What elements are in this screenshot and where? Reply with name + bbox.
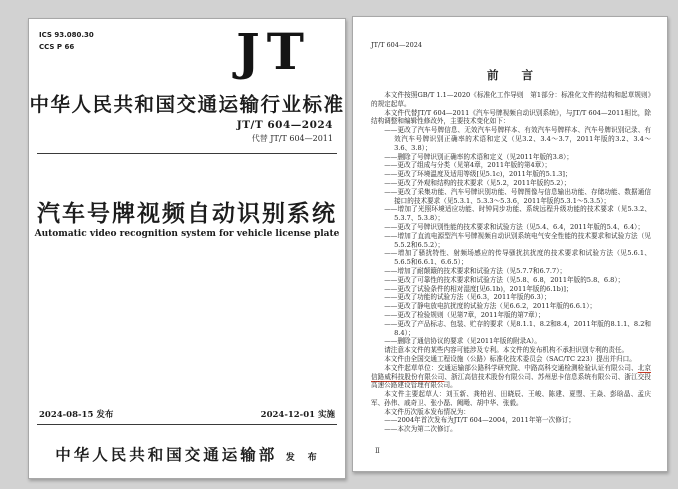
ics-number: ICS 93.080.30 [39,31,94,39]
implementation-date: 2024-12-01 实施 [260,410,335,420]
cover-bottom-rule [37,424,337,425]
change-item: ——更改了静电放电抗扰度的试验方法（见6.6.2，2011年版的6.6.1）； [384,302,597,311]
document-title-zh: 汽车号牌视频自动识别系统 [37,200,337,227]
history-item: ——2004年首次发布为JT/T 604—2004，2011年第一次修订； [384,416,575,425]
cover-page [28,18,346,479]
change-item: ——增加了直流电源型汽车号牌视频自动识别系统电气安全性能的技术要求和试验方法（见5.5.2和6.5.2）； [384,231,651,249]
change-item: ——更改了功能的试验方法（见6.3，2011年版的6.3）； [384,293,551,302]
change-item: ——更改了号牌识别性能的技术要求和试验方法（见5.4、6.4，2011年版的5.4、6.4）； [384,222,645,231]
change-item: ——增加了耐颠簸的技术要求和试验方法（见5.7.7和6.7.7）； [384,266,567,275]
document-title-en: Automatic video recognition system for vehicle license plate [34,229,340,239]
paragraph-replacement: 本文件代替JT/T 604—2011《汽车号牌视频自动识别系统》，与JT/T 604—2011相比，除结构调整和编辑性修改外，主要技术变化如下： [371,108,651,126]
change-item: ——增加了骚扰特性、射频场感应的传导骚扰抗扰度的技术要求和试验方法（见5.6.1、5.6.5和6.6.1、6.6.5）； [384,249,651,267]
cover-top-rule [37,153,337,154]
change-item: ——更改了可靠性的技术要求和试验方法（见5.8、6.8，2011年版的5.8、6.8）； [384,275,625,284]
change-item: ——更改了采集功能、汽车号牌识别功能、号牌图像与信息输出功能、存储功能、数据通信接口的技术要求（见5.3.1、5.3.3～5.3.6，2011年版的5.3.1～5.3.5）； [384,187,651,205]
change-item: ——更改了环境温度及适用等级[见5.1c)，2011年版的5.1.3]； [384,170,572,179]
drafting-unit-highlighted: 北京信路威科技股份有限公司 [371,363,652,381]
history-item: ——本次为第二次修订。 [384,425,457,434]
change-item: ——更改了外观和结构的技术要求（见5.2，2011年版的5.2）； [384,178,571,187]
issuer-suffix: 发 布 [285,453,319,463]
drafting-units-suffix: 、浙江高信技术股份有限公司、苏州思卡信息系统有限公司、浙江交投高速公路建设管理有限公司。 [371,372,652,390]
paragraph-committee: 本文件由全国交通工程设施（公路）标准化技术委员会（SAC/TC 223）提出并归口。 [384,354,636,363]
running-header: JT/T 604—2024 [371,41,422,49]
change-item: ——更改了组成与分类（见第4章，2011年版的第4章）； [384,161,552,170]
change-item: ——更改了产品标志、包装、贮存的要求（见8.1.1、8.2和8.4，2011年版的8.1.1、8.2和8.4）； [384,319,651,337]
ccs-number: CCS P 66 [39,43,75,51]
issuer-name: 中华人民共和国交通运输部 [55,445,278,464]
change-item: ——更改了汽车号牌信息、无效汽车号牌样本、有效汽车号牌样本、汽车号牌识别记录、有效汽车号牌识别正确率的术语和定义（见3.2、3.4～3.7，2011年版的3.2、3.4～3.6、3.8）； [384,126,651,152]
change-item: ——更改了检验规则（见第7章，2011年版的第7章）； [384,310,545,319]
change-item: ——增加了光照环境适应功能、时钟同步功能、系统远程升级功能的技术要求（见5.3.2、5.3.7、5.3.8）； [384,205,651,223]
drafting-units-prefix: 本文件起草单位：交通运输部公路科学研究院、中路高科交通检测检验认证有限公司、 [384,363,638,372]
paragraph-history-intro: 本文件历次版本发布情况为： [384,407,470,416]
ics-codes [39,29,94,53]
replaces-note: 代替 JT/T 604—2011 [251,134,333,143]
change-item: ——删除了通信协议的要求（见2011年版的附录A）。 [384,337,541,346]
paragraph-drafters: 本文件主要起草人：刘玉新、龚柏岩、田晓辰、王峻、陈建、夏曌、王焱、彭晗晶、孟庆军、孙伟、戚奇卫、张小磊、阙飏、胡中华、张毅。 [371,390,651,407]
page-number: Ⅱ [375,447,380,455]
standard-number: JT/T 604—2024 [236,119,333,131]
foreword-page [352,16,668,472]
standard-type-title: 中华人民共和国交通运输行业标准 [29,93,345,116]
paragraph-drafting-units [371,364,651,390]
issuer-line [29,443,345,465]
foreword-title: 前 言 [487,68,533,82]
issue-date: 2024-08-15 发布 [39,410,114,420]
foreword-body [371,91,651,434]
jt-logo: JT [236,22,311,81]
paragraph-patent-note: 请注意本文件的某些内容可能涉及专利。本文件的发布机构不承担识别专利的责任。 [384,346,629,355]
change-item: ——更改了试验条件的相对湿度[见6.1b)，2011年版的6.1b)]； [384,284,573,293]
standard-number-block [237,119,333,144]
change-item: ——删除了号牌识别正确率的术语和定义（见2011年版的3.8）； [384,152,574,161]
paragraph-drafting-basis: 本文件按照GB/T 1.1—2020《标准化工作导则 第1部分：标准化文件的结构和起草规则》的规定起草。 [371,91,651,108]
